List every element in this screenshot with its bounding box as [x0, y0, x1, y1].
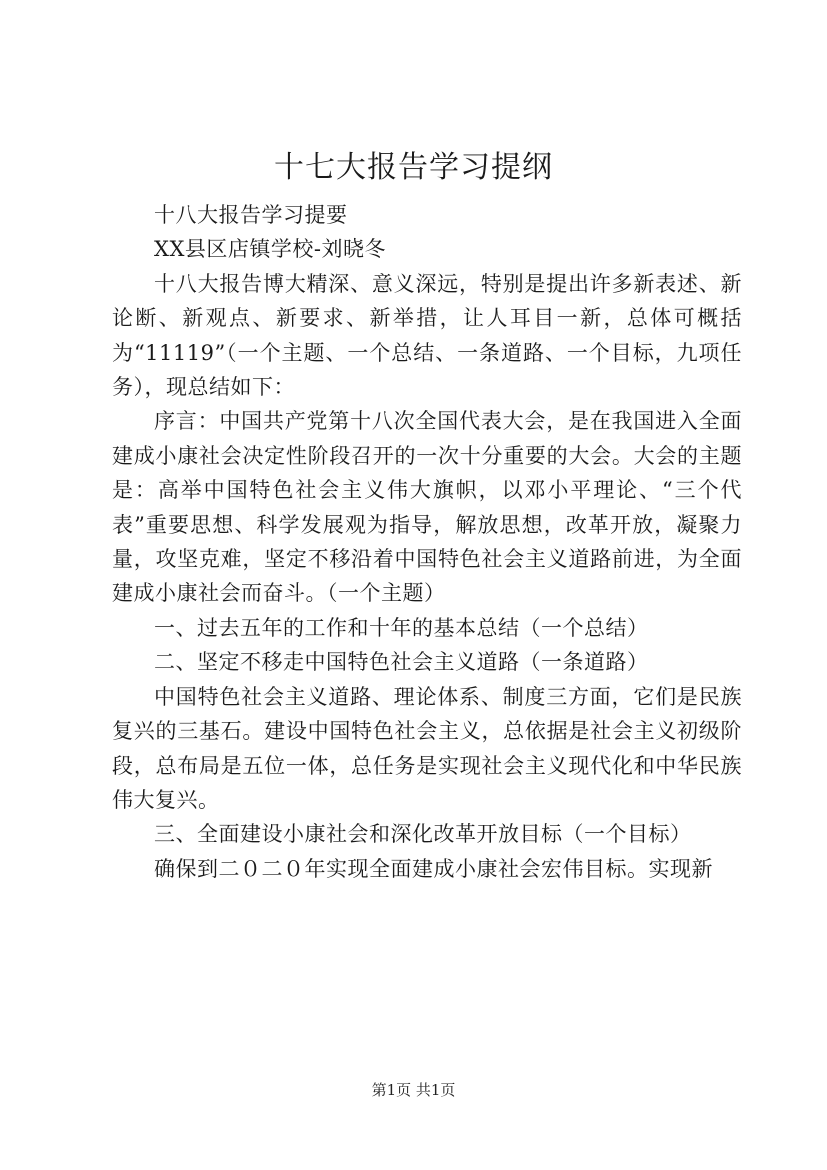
paragraph-subtitle: 十八大报告学习提要 — [154, 203, 348, 227]
paragraph-section-3-body: 确保到二０二０年实现全面建成小康社会宏伟目标。实现新 — [154, 856, 713, 881]
page-number-footer: 第1页 共1页 — [371, 1081, 456, 1099]
document-body — [112, 198, 742, 886]
paragraph-intro: 十八大报告博大精深、意义深远，特别是提出许多新表述、新论断、新观点、新要求、新举措，让人耳目一新，总体可概括为“11119”（一个主题、一个总结、一条道路、一个目标，九项任务），现总结如下： — [112, 271, 742, 400]
paragraph-section-2-body: 中国特色社会主义道路、理论体系、制度三方面，它们是民族复兴的三基石。建设中国特色社会主义，总依据是社会主义初级阶段，总布局是五位一体，总任务是实现社会主义现代化和中华民族伟大复兴。 — [112, 684, 742, 812]
paragraph-section-2: 二、坚定不移走中国特色社会主义道路（一条道路） — [154, 650, 649, 675]
paragraph-preface: 序言：中国共产党第十八次全国代表大会，是在我国进入全面建成小康社会决定性阶段召开的一次十分重要的大会。大会的主题是：高举中国特色社会主义伟大旗帜，以邓小平理论、“三个代表”重要思想、科学发展观为指导，解放思想，改革开放，凝聚力量，攻坚克难，坚定不移沿着中国特色社会主义道路前进，为全面建成小康社会而奋斗。（一个主题） — [112, 409, 742, 606]
paragraph-section-3: 三、全面建设小康社会和深化改革开放目标（一个目标） — [154, 822, 692, 847]
paragraph-author: XX县区店镇学校-刘晓冬 — [154, 237, 386, 262]
paragraph-section-1: 一、过去五年的工作和十年的基本总结（一个总结） — [154, 615, 649, 640]
document-title: 十七大报告学习提纲 — [274, 150, 553, 185]
